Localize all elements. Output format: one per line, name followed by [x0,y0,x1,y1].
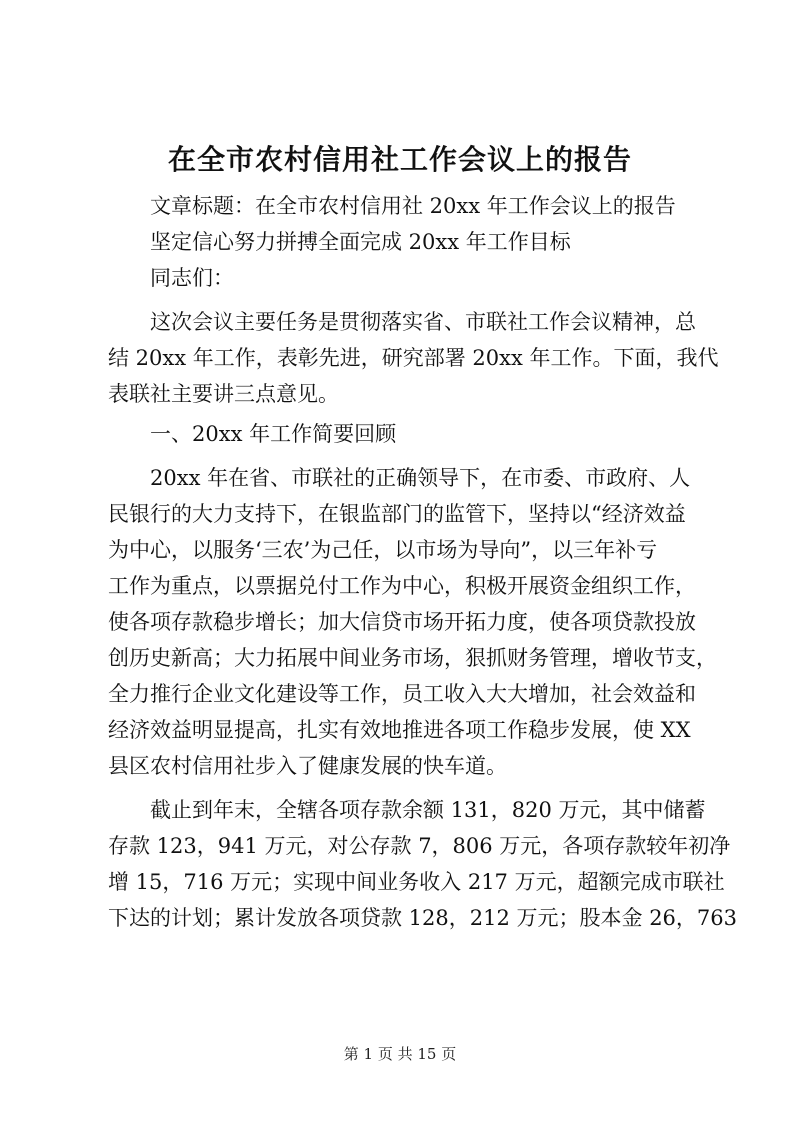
article-title-line: 文章标题：在全市农村信用社 20xx 年工作会议上的报告 [150,194,676,218]
paragraph-line: 增 15，716 万元；实现中间业务收入 217 万元，超额完成市联社 [108,870,725,894]
subtitle-line: 坚定信心努力拼搏全面完成 20xx 年工作目标 [150,230,571,254]
salutation-line: 同志们： [150,266,234,290]
page-indicator: 第 1 页 共 15 页 [343,1045,457,1063]
document-body [108,188,737,936]
paragraph-line: 民银行的大力支持下，在银监部门的监管下，坚持以“经济效益 [108,502,686,526]
paragraph-line: 20xx 年在省、市联社的正确领导下，在市委、市政府、人 [150,466,691,490]
paragraph-line: 下达的计划；累计发放各项贷款 128，212 万元；股本金 26，763 [108,906,737,930]
paragraph-line: 县区农村信用社步入了健康发展的快车道。 [108,754,507,778]
paragraph-line: 结 20xx 年工作，表彰先进，研究部署 20xx 年工作。下面，我代 [108,346,719,370]
paragraph-line: 为中心，以服务‘三农’为己任，以市场为导向”，以三年补亏 [108,538,658,562]
paragraph-line: 经济效益明显提高，扎实有效地推进各项工作稳步发展，使 XX [108,718,691,742]
paragraph-line: 存款 123，941 万元，对公存款 7，806 万元，各项存款较年初净 [108,834,731,858]
paragraph-line: 工作为重点，以票据兑付工作为中心，积极开展资金组织工作， [108,574,696,598]
paragraph-line: 这次会议主要任务是贯彻落实省、市联社工作会议精神，总 [150,310,696,334]
document-title: 在全市农村信用社工作会议上的报告 [167,143,632,176]
paragraph-line: 创历史新高；大力拓展中间业务市场，狠抓财务管理，增收节支， [108,646,717,670]
paragraph-line: 使各项存款稳步增长；加大信贷市场开拓力度，使各项贷款投放 [108,610,696,634]
paragraph-line: 全力推行企业文化建设等工作，员工收入大大增加，社会效益和 [108,682,696,706]
paragraph-line: 截止到年末，全辖各项存款余额 131，820 万元，其中储蓄 [150,798,706,822]
paragraph-line: 表联社主要讲三点意见。 [108,382,339,406]
section-heading: 一、20xx 年工作简要回顾 [150,422,397,446]
